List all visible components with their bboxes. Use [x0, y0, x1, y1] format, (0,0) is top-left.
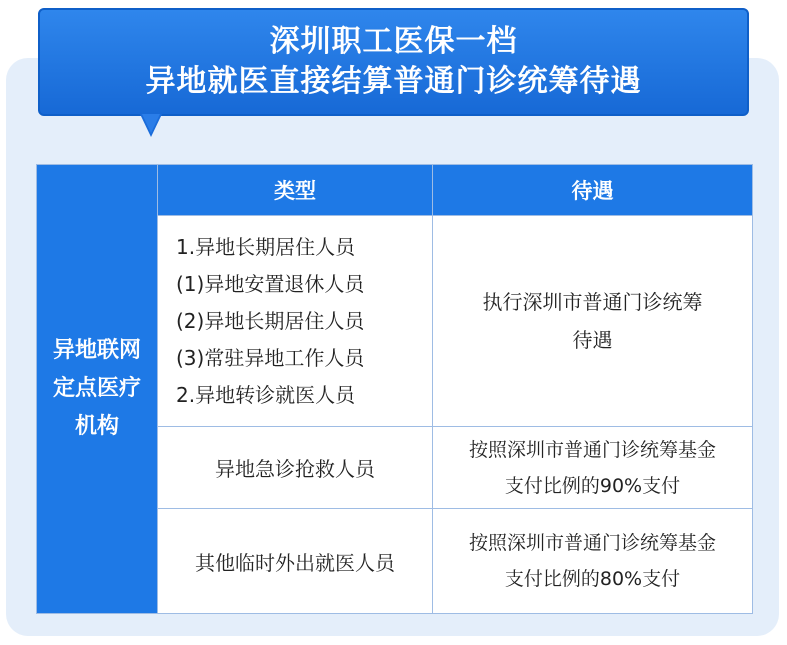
banner-pointer-inner: [142, 114, 160, 133]
column-header-benefit: 待遇: [433, 165, 753, 216]
side-header-line: 定点医疗: [52, 376, 141, 401]
benefit-line: 按照深圳市普通门诊统筹基金: [468, 438, 716, 461]
side-header: [37, 165, 158, 614]
column-header-type: 类型: [158, 165, 433, 216]
type-line: 2.异地转诊就医人员: [176, 382, 356, 407]
type-cell: [158, 216, 433, 427]
type-cell: 异地急诊抢救人员: [158, 427, 433, 509]
side-header-line: 异地联网: [52, 338, 141, 363]
type-line: (1)异地安置退休人员: [176, 271, 365, 296]
benefit-line: 按照深圳市普通门诊统筹基金: [468, 532, 716, 554]
table-header-row: [37, 165, 753, 216]
benefit-line: 待遇: [572, 328, 613, 352]
title-line-2: 异地就医直接结算普通门诊统筹待遇: [145, 64, 642, 99]
title-line-1: 深圳职工医保一档: [269, 24, 518, 59]
type-cell: 其他临时外出就医人员: [158, 509, 433, 614]
benefit-cell: [433, 427, 753, 509]
benefit-cell: [433, 216, 753, 427]
benefit-line: 执行深圳市普通门诊统筹: [482, 290, 703, 314]
benefit-cell: [433, 509, 753, 614]
title-banner: [38, 8, 749, 116]
type-line: (2)异地长期居住人员: [176, 308, 365, 333]
benefit-line: 支付比例的90%支付: [504, 474, 681, 497]
benefit-line: 支付比例的80%支付: [504, 568, 681, 590]
side-header-line: 机构: [74, 414, 119, 439]
benefits-table: [36, 164, 753, 614]
type-line: 1.异地长期居住人员: [176, 234, 356, 259]
type-line: (3)常驻异地工作人员: [176, 345, 365, 370]
